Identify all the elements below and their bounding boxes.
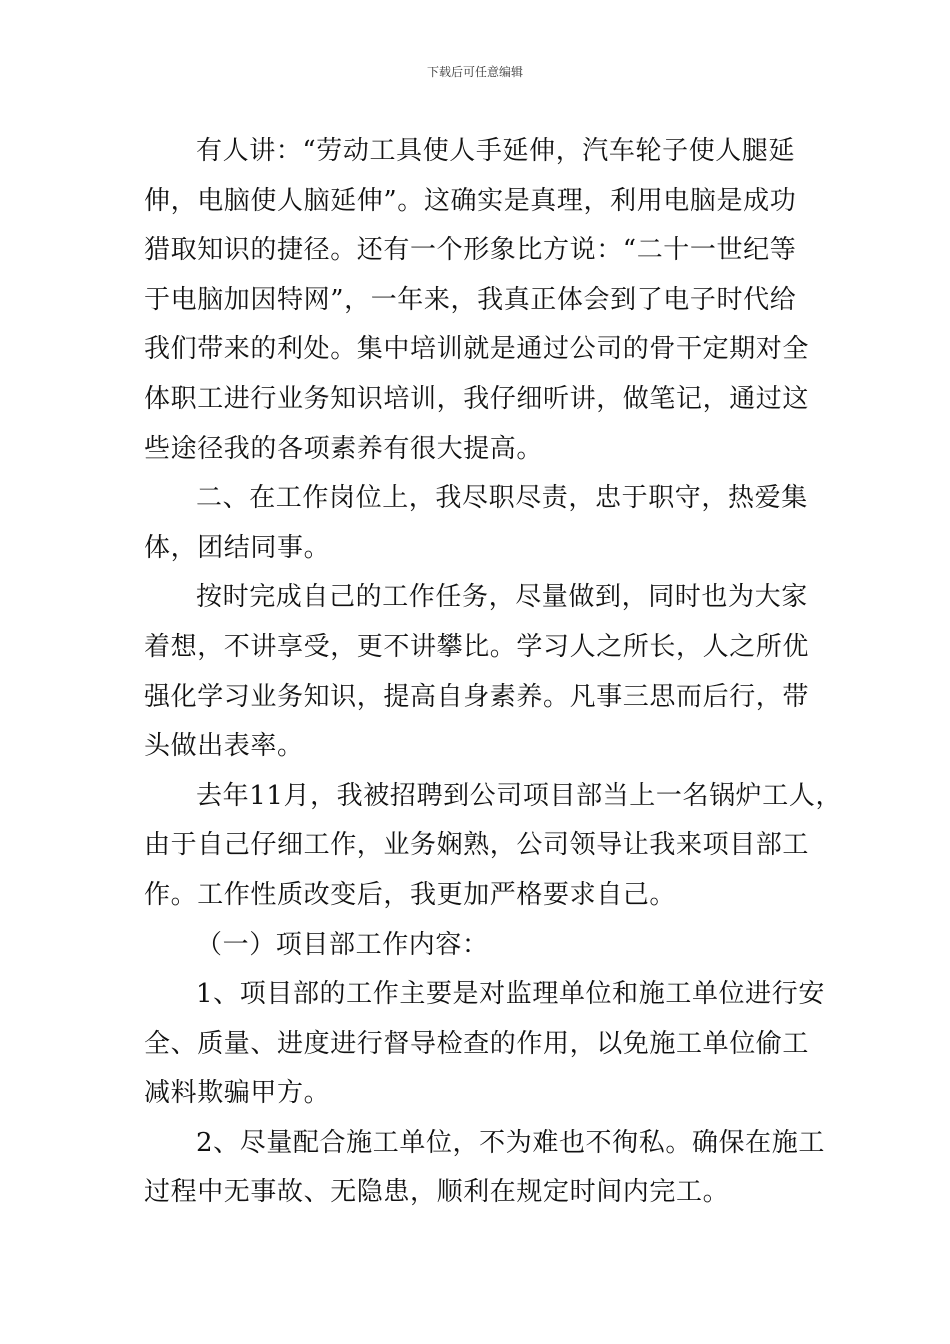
paragraph-1 [144,127,810,474]
text-line: 猎取知识的捷径。还有一个形象比方说：“二十一世纪等 [144,235,797,266]
text-line: 头做出表率。 [144,731,304,762]
text-line: 去年11月，我被招聘到公司项目部当上一名锅炉工人， [196,780,843,811]
text-line: 按时完成自己的工作任务，尽量做到，同时也为大家 [196,582,808,613]
text-line: 于电脑加因特网”，一年来，我真正体会到了电子时代给 [144,284,797,315]
text-line: 由于自己仔细工作，业务娴熟，公司领导让我来项目部工 [144,830,810,861]
page-header: 下载后可任意编辑 [426,65,523,79]
paragraph-4 [144,772,843,921]
text-line: 全、质量、进度进行督导检查的作用，以免施工单位偷工 [144,1028,810,1059]
text-line: 有人讲：“劳动工具使人手延伸，汽车轮子使人腿延 [196,136,796,166]
text-line: 二、在工作岗位上，我尽职尽责，忠于职守，热爱集 [196,483,808,514]
document-body [144,127,843,1218]
paragraph-5 [144,921,810,971]
text-line: 着想，不讲享受，更不讲攀比。学习人之所长，人之所优 [144,631,810,662]
text-line: 体，团结同事。 [144,532,331,563]
text-line: 2、尽量配合施工单位，不为难也不徇私。确保在施工 [196,1127,825,1158]
text-line: 减料欺骗甲方。 [144,1078,331,1109]
text-line: 体职工进行业务知识培训，我仔细听讲，做笔记，通过这 [144,383,810,414]
text-line: 作。工作性质改变后，我更加严格要求自己。 [144,879,677,910]
paragraph-2 [144,474,810,573]
text-line: 我们带来的利处。集中培训就是通过公司的骨干定期对全 [144,334,810,365]
text-line: 强化学习业务知识，提高自身素养。凡事三思而后行，带 [144,681,810,712]
text-line: 伸，电脑使人脑延伸”。这确实是真理，利用电脑是成功 [144,185,797,216]
text-line: 些途径我的各项素养有很大提高。 [144,433,544,464]
paragraph-7 [144,1119,825,1218]
paragraph-3 [144,573,810,771]
text-line: 过程中无事故、无隐患，顺利在规定时间内完工。 [144,1177,730,1208]
text-line: （一）项目部工作内容： [196,929,489,960]
text-line: 1、项目部的工作主要是对监理单位和施工单位进行安 [196,979,825,1010]
paragraph-6 [144,970,825,1119]
